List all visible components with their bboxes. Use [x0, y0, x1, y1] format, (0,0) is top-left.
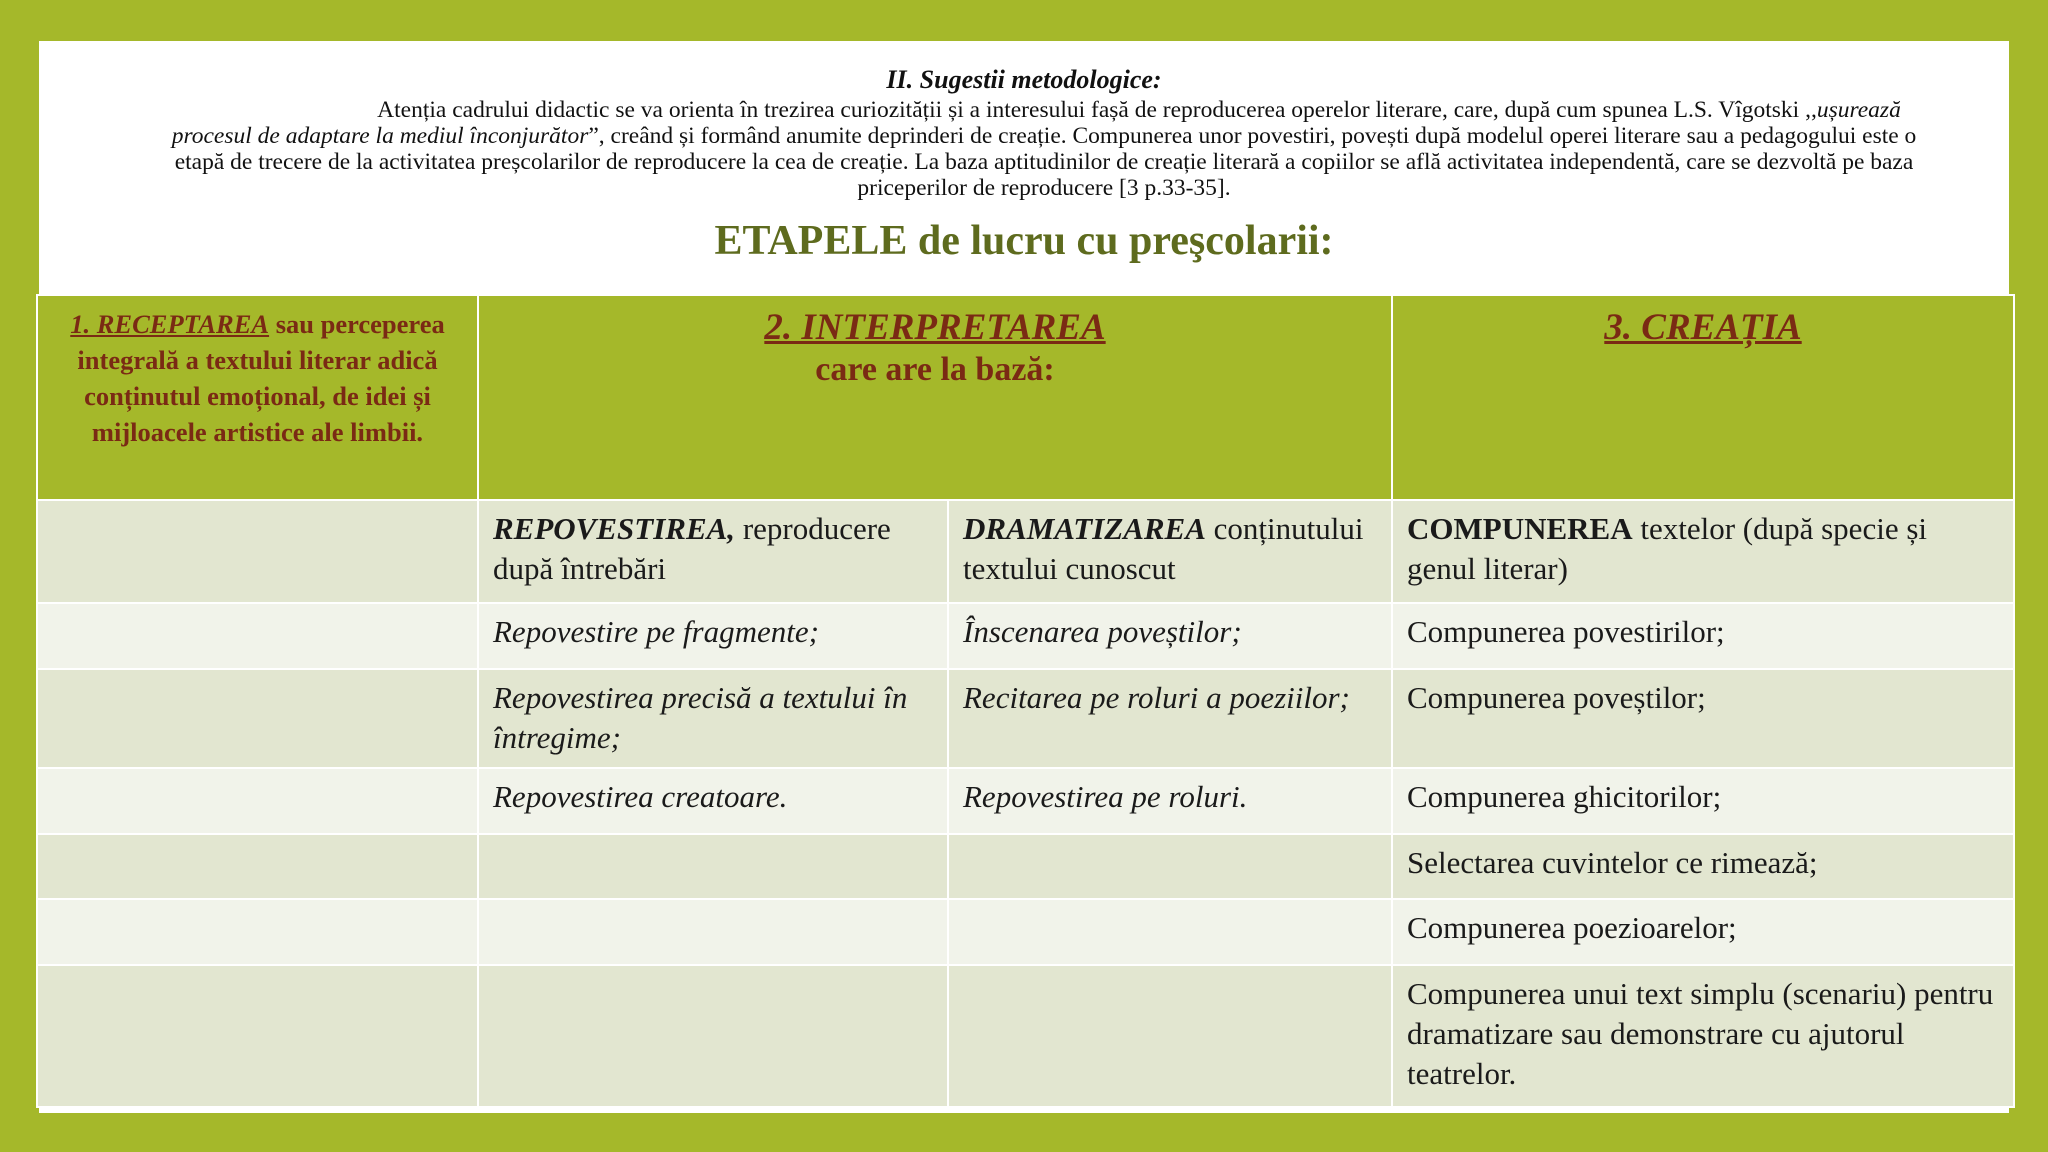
comp-item: Compunerea unui text simplu (scenariu) pentru dramatizare sau demonstrare cu ajutorul teatrelor. — [1392, 965, 2014, 1107]
drama-item: Recitarea pe roluri a poeziilor; — [948, 669, 1392, 768]
drama-item — [948, 965, 1392, 1107]
table-row — [37, 834, 2014, 899]
compunerea-title: COMPUNEREA — [1407, 511, 1633, 546]
intro-part2: ”, creând și formând anumite deprinderi de creație. Compunerea unor povestiri, povești după modelul operei literare sau a pedagogului este o etapă de trecere de la activitatea preșcolarilor de reproducere la cea de creație. La baza aptitudinilor de creație literară a copiilor se află activitatea independentă, care se dezvoltă pe baza priceperilor de reproducere [3 p.33-35]. — [174, 123, 1917, 201]
header-interpretarea — [478, 295, 1392, 500]
header-creatia: 3. CREAȚIA — [1392, 295, 2014, 500]
comp-item: Compunerea ghicitorilor; — [1392, 768, 2014, 834]
empty-cell — [37, 603, 478, 669]
drama-item — [948, 834, 1392, 899]
repovestirea-desc: reproducere după întrebări — [493, 511, 891, 586]
comp-item: Compunerea poezioarelor; — [1392, 899, 2014, 965]
compunerea-cell — [1392, 500, 2014, 603]
comp-item: Selectarea cuvintelor ce rimează; — [1392, 834, 2014, 899]
interpretarea-title: 2. INTERPRETAREA — [764, 307, 1106, 348]
section-title: II. Sugestii metodologice: — [886, 65, 1162, 94]
empty-cell — [37, 500, 478, 603]
drama-item: Înscenarea poveștilor; — [948, 603, 1392, 669]
repov-item — [478, 899, 948, 965]
empty-cell — [37, 768, 478, 834]
repov-item — [478, 965, 948, 1107]
table-row — [37, 899, 2014, 965]
table-row — [37, 500, 2014, 603]
intro-part1: Atenția cadrului didactic se va orienta în trezirea curiozității și a interesului fașă de reproducerea operelor literare, care, după cum spunea L.S. Vîgotski ,, — [377, 97, 1817, 123]
table-row — [37, 669, 2014, 768]
comp-item: Compunerea poveștilor; — [1392, 669, 2014, 768]
empty-cell — [37, 834, 478, 899]
drama-item: Repovestirea pe roluri. — [948, 768, 1392, 834]
empty-cell — [37, 965, 478, 1107]
repov-item: Repovestirea creatoare. — [478, 768, 948, 834]
receptarea-title: 1. RECEPTAREA — [70, 309, 270, 339]
repov-item — [478, 834, 948, 899]
repov-item: Repovestirea precisă a textului în întregime; — [478, 669, 948, 768]
empty-cell — [37, 669, 478, 768]
header-receptarea — [37, 295, 478, 500]
empty-cell — [37, 899, 478, 965]
table-header-row — [37, 295, 2014, 500]
compunerea-desc: textelor (după specie și genul literar) — [1407, 511, 1928, 586]
dramatizarea-cell — [948, 500, 1392, 603]
main-title: ETAPELE de lucru cu preşcolarii: — [714, 218, 1334, 264]
dramatizarea-title: DRAMATIZAREA — [963, 511, 1206, 546]
intro-paragraph — [149, 97, 1939, 201]
repovestirea-cell — [478, 500, 948, 603]
repov-item: Repovestire pe fragmente; — [478, 603, 948, 669]
repovestirea-title: REPOVESTIREA, — [493, 511, 736, 546]
comp-item: Compunerea povestirilor; — [1392, 603, 2014, 669]
table-row — [37, 603, 2014, 669]
stages-table — [36, 294, 2015, 1108]
table-row — [37, 768, 2014, 834]
table-row — [37, 965, 2014, 1107]
drama-item — [948, 899, 1392, 965]
intro-quote: ușurează procesul de adaptare la mediul înconjurător — [171, 97, 1901, 149]
receptarea-description: sau perceperea integrală a textului literar adică conținutul emoțional, de idei și mijloacele artistice ale limbii. — [77, 309, 445, 447]
dramatizarea-desc: conținutului textului cunoscut — [963, 511, 1364, 586]
interpretarea-subtitle: care are la bază: — [815, 351, 1055, 388]
